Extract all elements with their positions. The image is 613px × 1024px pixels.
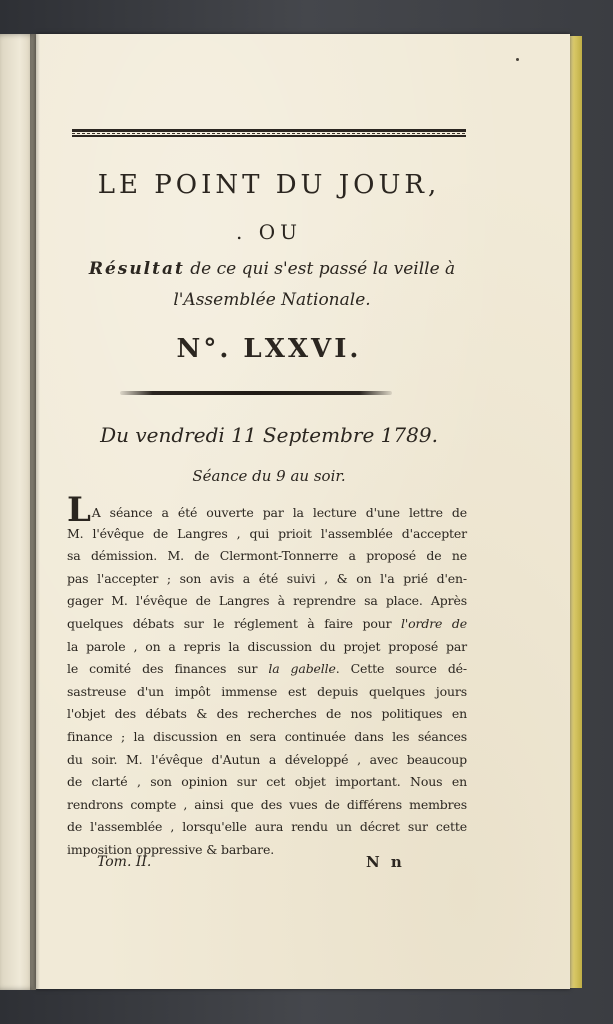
body-line-2: M. l'évêque de Langres , qui prioit l'assemblée d'accepter	[67, 525, 467, 541]
body-line-10: l'objet des débats & des recherches de nos politiques en	[67, 706, 467, 722]
body-line-5: gager M. l'évêque de Langres à reprendre sa place. Après	[67, 593, 467, 609]
page-block-edge	[568, 36, 582, 988]
body-line-7: la parole , on a repris la discussion du projet proposé par	[67, 638, 467, 654]
body-line-1: LA séance a été ouverte par la lecture d'une lettre de	[67, 490, 467, 530]
body-line-11: finance ; la discussion en sera continuée dans les séances	[67, 728, 467, 744]
header-double-rule	[72, 129, 466, 137]
body-line-4: pas l'accepter ; son avis a été suivi , & on l'a prié d'en-	[67, 570, 467, 586]
issue-number: N°. LXXVI.	[176, 334, 362, 364]
body-line-3: sa démission. M. de Clermont-Tonnerre a proposé de ne	[67, 548, 467, 564]
drop-cap: L	[67, 490, 91, 530]
body-paragraph	[67, 490, 467, 862]
body-line-6: quelques débats sur le réglement à faire pour l'ordre de	[67, 615, 467, 631]
page-title: LE POINT DU JOUR,	[97, 170, 441, 200]
session-heading: Séance du 9 au soir.	[192, 467, 346, 485]
title-conjunction: . OU	[236, 220, 302, 244]
volume-signature: Tom. II.	[97, 854, 152, 870]
binding-gutter-shadow	[30, 34, 40, 990]
body-line-15: de l'assemblée , lorsqu'elle aura rendu un décret sur cette	[67, 819, 467, 835]
subtitle-line2: l'Assemblée Nationale.	[173, 290, 371, 310]
gathering-signature: N n	[366, 853, 405, 871]
paper-speck	[516, 58, 519, 61]
body-line-8: le comité des finances sur la gabelle. Cette source dé-	[67, 661, 467, 677]
italic-ordre: l'ordre de	[401, 615, 467, 631]
italic-gabelle: la gabelle	[268, 661, 336, 677]
body-line-14: rendrons compte , ainsi que des vues de différens membres	[67, 796, 467, 812]
date-heading: Du vendredi 11 Septembre 1789.	[100, 423, 438, 447]
subtitle-line1: de ce qui s'est passé la veille à	[184, 259, 456, 279]
body-line-16: imposition oppressive & barbare.	[67, 841, 275, 857]
body-line-12: du soir. M. l'évêque d'Autun a développé , avec beaucoup	[67, 751, 467, 767]
body-line-13: de clarté , son opinion sur cet objet important. Nous en	[67, 774, 467, 790]
body-line-9: sastreuse d'un impôt immense est depuis quelques jours	[67, 683, 467, 699]
subtitle-smallcaps: Résultat	[88, 259, 185, 279]
section-rule	[120, 391, 392, 395]
subtitle	[62, 254, 482, 316]
